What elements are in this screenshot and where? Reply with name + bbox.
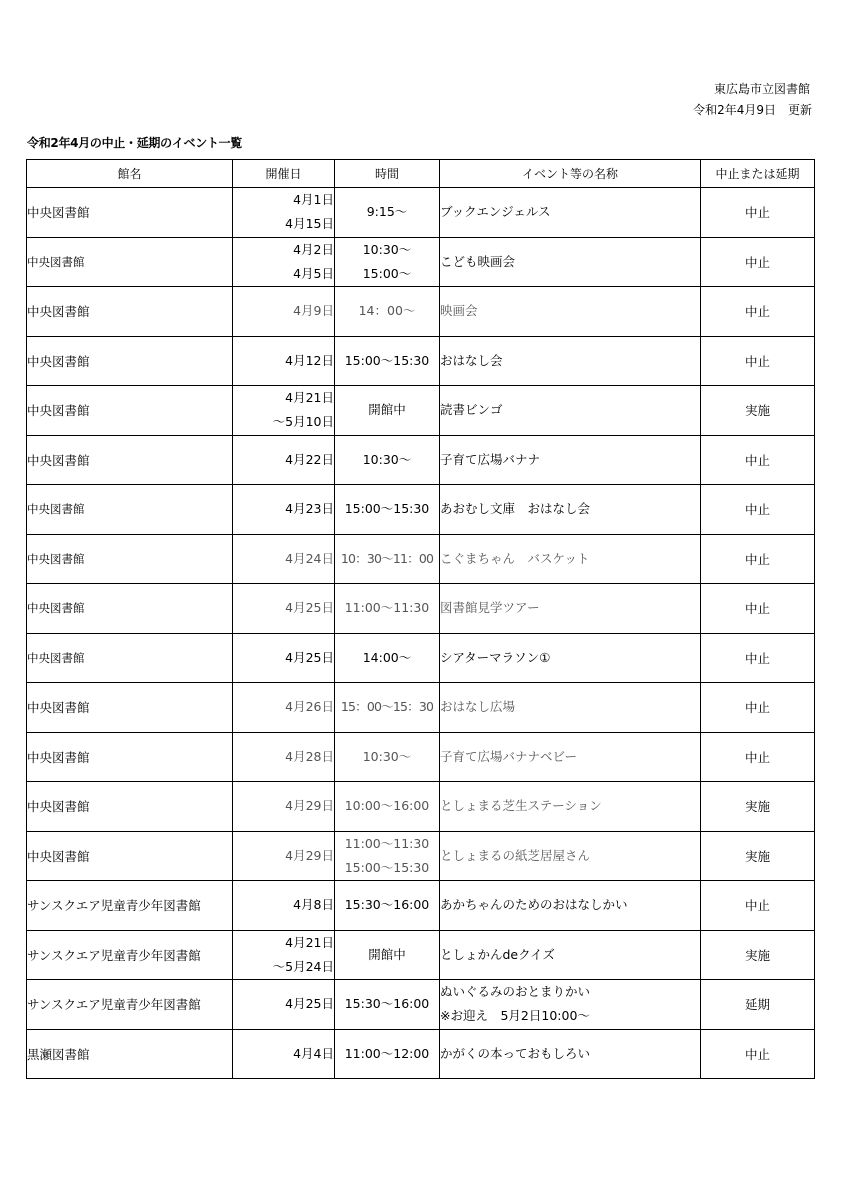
event-name-cell: [440, 485, 701, 535]
library-cell: 黒瀬図書館: [27, 1029, 233, 1079]
time-line: 14:00～: [362, 649, 412, 665]
table-body: [27, 188, 815, 1079]
event-name-line: かがくの本っておもしろい: [440, 1045, 591, 1061]
time-line: 15：00～15：30: [340, 699, 434, 715]
date-cell: [233, 732, 335, 782]
date-line: 4月25日: [285, 996, 334, 1012]
time-line: 10:30～: [362, 241, 412, 257]
date-line: 4月28日: [285, 748, 334, 764]
date-line: 4月5日: [293, 265, 334, 281]
library-cell: 中央図書館: [27, 188, 233, 238]
event-name-cell: [440, 633, 701, 683]
time-cell: [335, 782, 440, 832]
updated-date: 令和2年4月9日 更新: [693, 103, 812, 117]
table-row: [27, 435, 815, 485]
time-cell: [335, 732, 440, 782]
event-name-cell: [440, 188, 701, 238]
time-cell: [335, 237, 440, 287]
column-header-event-name: イベント等の名称: [440, 160, 701, 188]
table-row: [27, 485, 815, 535]
date-line: 4月1日: [293, 192, 334, 208]
status-cell: 実施: [701, 782, 815, 832]
date-line: 4月21日: [285, 390, 334, 406]
date-cell: [233, 386, 335, 436]
time-line: 15:30～16:00: [344, 897, 430, 913]
library-cell: 中央図書館: [27, 782, 233, 832]
time-line: 10:30～: [362, 451, 412, 467]
organization-name: 東広島市立図書館: [713, 82, 810, 96]
status-cell: 実施: [701, 831, 815, 881]
table-row: [27, 683, 815, 733]
time-line: 9:15～: [366, 204, 408, 220]
time-line: 開館中: [368, 402, 406, 418]
time-line: 14：00～: [358, 303, 416, 319]
table-row: [27, 534, 815, 584]
event-name-line: 子育て広場バナナベビー: [440, 748, 578, 764]
status-cell: 中止: [701, 534, 815, 584]
table-row: [27, 831, 815, 881]
status-cell: 中止: [701, 485, 815, 535]
date-cell: [233, 881, 335, 931]
event-name-cell: [440, 881, 701, 931]
status-cell: 中止: [701, 633, 815, 683]
date-line: 4月26日: [285, 699, 334, 715]
library-cell: 中央図書館: [27, 831, 233, 881]
date-line: ～5月10日: [272, 414, 334, 430]
date-cell: [233, 782, 335, 832]
time-cell: [335, 584, 440, 634]
table-row: [27, 732, 815, 782]
library-cell: 中央図書館: [27, 386, 233, 436]
time-cell: [335, 287, 440, 337]
time-line: 10:30～: [362, 748, 412, 764]
events-table: [26, 159, 815, 1079]
status-cell: 中止: [701, 188, 815, 238]
table-row: [27, 980, 815, 1030]
library-cell: サンスクエア児童青少年図書館: [27, 930, 233, 980]
event-name-line: としょかんdeクイズ: [440, 946, 555, 962]
status-cell: 実施: [701, 930, 815, 980]
library-cell: サンスクエア児童青少年図書館: [27, 980, 233, 1030]
event-name-line: としょまるの紙芝居屋さん: [440, 847, 591, 863]
time-cell: [335, 633, 440, 683]
status-cell: 中止: [701, 732, 815, 782]
date-line: ～5月24日: [272, 958, 334, 974]
event-name-line: 図書館見学ツアー: [440, 600, 540, 616]
event-name-cell: [440, 930, 701, 980]
date-line: 4月12日: [285, 352, 334, 368]
event-name-line: こども映画会: [440, 253, 516, 269]
column-header-status: 中止または延期: [701, 160, 815, 188]
time-line: 10：30～11：00: [340, 550, 434, 566]
event-name-line: ぬいぐるみのおとまりかい: [440, 984, 591, 1000]
event-name-cell: [440, 1029, 701, 1079]
date-line: 4月9日: [293, 303, 334, 319]
date-cell: [233, 485, 335, 535]
time-line: 10:00～16:00: [344, 798, 430, 814]
column-header-time: 時間: [335, 160, 440, 188]
table-row: [27, 782, 815, 832]
date-line: 4月4日: [293, 1045, 334, 1061]
date-line: 4月23日: [285, 501, 334, 517]
date-line: 4月15日: [285, 216, 334, 232]
library-cell: 中央図書館: [27, 534, 233, 584]
status-cell: 中止: [701, 584, 815, 634]
time-line: 15:30～16:00: [344, 996, 430, 1012]
date-cell: [233, 237, 335, 287]
time-cell: [335, 980, 440, 1030]
library-cell: 中央図書館: [27, 237, 233, 287]
event-name-line: 読書ビンゴ: [440, 402, 503, 418]
time-line: 開館中: [368, 946, 406, 962]
event-name-line: ※お迎え 5月2日10:00～: [440, 1008, 590, 1024]
table-row: [27, 1029, 815, 1079]
date-cell: [233, 188, 335, 238]
column-header-library: 館名: [27, 160, 233, 188]
date-cell: [233, 584, 335, 634]
time-cell: [335, 831, 440, 881]
time-line: 15:00～15:30: [344, 859, 430, 875]
library-cell: 中央図書館: [27, 732, 233, 782]
date-line: 4月25日: [285, 600, 334, 616]
date-line: 4月29日: [285, 847, 334, 863]
table-row: [27, 633, 815, 683]
date-cell: [233, 1029, 335, 1079]
date-line: 4月25日: [285, 649, 334, 665]
event-name-cell: [440, 683, 701, 733]
table-header-row: [27, 160, 815, 188]
event-name-cell: [440, 782, 701, 832]
date-cell: [233, 633, 335, 683]
status-cell: 中止: [701, 237, 815, 287]
event-name-line: 映画会: [440, 303, 478, 319]
event-name-cell: [440, 287, 701, 337]
event-name-cell: [440, 732, 701, 782]
time-line: 15:00～: [362, 265, 412, 281]
date-line: 4月8日: [293, 897, 334, 913]
date-line: 4月29日: [285, 798, 334, 814]
table-row: [27, 188, 815, 238]
library-cell: 中央図書館: [27, 683, 233, 733]
time-cell: [335, 435, 440, 485]
date-cell: [233, 336, 335, 386]
event-name-cell: [440, 237, 701, 287]
date-cell: [233, 930, 335, 980]
status-cell: 中止: [701, 336, 815, 386]
time-cell: [335, 930, 440, 980]
date-line: 4月2日: [293, 241, 334, 257]
time-cell: [335, 188, 440, 238]
library-cell: サンスクエア児童青少年図書館: [27, 881, 233, 931]
table-row: [27, 336, 815, 386]
library-cell: 中央図書館: [27, 633, 233, 683]
time-cell: [335, 336, 440, 386]
event-name-cell: [440, 584, 701, 634]
time-cell: [335, 1029, 440, 1079]
table-row: [27, 584, 815, 634]
library-cell: 中央図書館: [27, 336, 233, 386]
event-name-line: おはなし広場: [440, 699, 516, 715]
table-row: [27, 237, 815, 287]
event-name-line: 子育て広場バナナ: [440, 451, 541, 467]
date-cell: [233, 683, 335, 733]
date-line: 4月22日: [285, 451, 334, 467]
status-cell: 中止: [701, 683, 815, 733]
event-name-line: シアターマラソン①: [440, 649, 551, 665]
event-name-cell: [440, 435, 701, 485]
document-title: 令和2年4月の中止・延期のイベント一覧: [27, 136, 243, 150]
status-cell: 中止: [701, 435, 815, 485]
date-cell: [233, 534, 335, 584]
event-name-line: あおむし文庫 おはなし会: [440, 501, 591, 517]
status-cell: 中止: [701, 881, 815, 931]
event-name-line: あかちゃんのためのおはなしかい: [440, 897, 628, 913]
time-cell: [335, 881, 440, 931]
event-name-line: ブックエンジェルス: [440, 204, 551, 220]
time-line: 11:00～12:00: [344, 1045, 430, 1061]
event-name-cell: [440, 831, 701, 881]
time-line: 15:00～15:30: [344, 352, 430, 368]
time-cell: [335, 485, 440, 535]
date-cell: [233, 831, 335, 881]
date-cell: [233, 435, 335, 485]
event-name-cell: [440, 336, 701, 386]
event-name-line: おはなし会: [440, 352, 503, 368]
event-name-cell: [440, 980, 701, 1030]
column-header-date: 開催日: [233, 160, 335, 188]
status-cell: 中止: [701, 287, 815, 337]
date-line: 4月24日: [285, 550, 334, 566]
library-cell: 中央図書館: [27, 584, 233, 634]
table-row: [27, 881, 815, 931]
date-cell: [233, 287, 335, 337]
table-row: [27, 930, 815, 980]
time-line: 15:00～15:30: [344, 501, 430, 517]
status-cell: 実施: [701, 386, 815, 436]
table-row: [27, 287, 815, 337]
time-cell: [335, 386, 440, 436]
time-line: 11:00～11:30: [344, 835, 430, 851]
status-cell: 中止: [701, 1029, 815, 1079]
date-line: 4月21日: [285, 934, 334, 950]
time-cell: [335, 534, 440, 584]
library-cell: 中央図書館: [27, 287, 233, 337]
event-name-line: としょまる芝生ステーション: [440, 798, 602, 814]
event-name-line: こぐまちゃん バスケット: [440, 550, 590, 566]
table-row: [27, 386, 815, 436]
event-name-cell: [440, 386, 701, 436]
time-line: 11:00～11:30: [344, 600, 430, 616]
event-name-cell: [440, 534, 701, 584]
library-cell: 中央図書館: [27, 485, 233, 535]
date-cell: [233, 980, 335, 1030]
status-cell: 延期: [701, 980, 815, 1030]
time-cell: [335, 683, 440, 733]
library-cell: 中央図書館: [27, 435, 233, 485]
